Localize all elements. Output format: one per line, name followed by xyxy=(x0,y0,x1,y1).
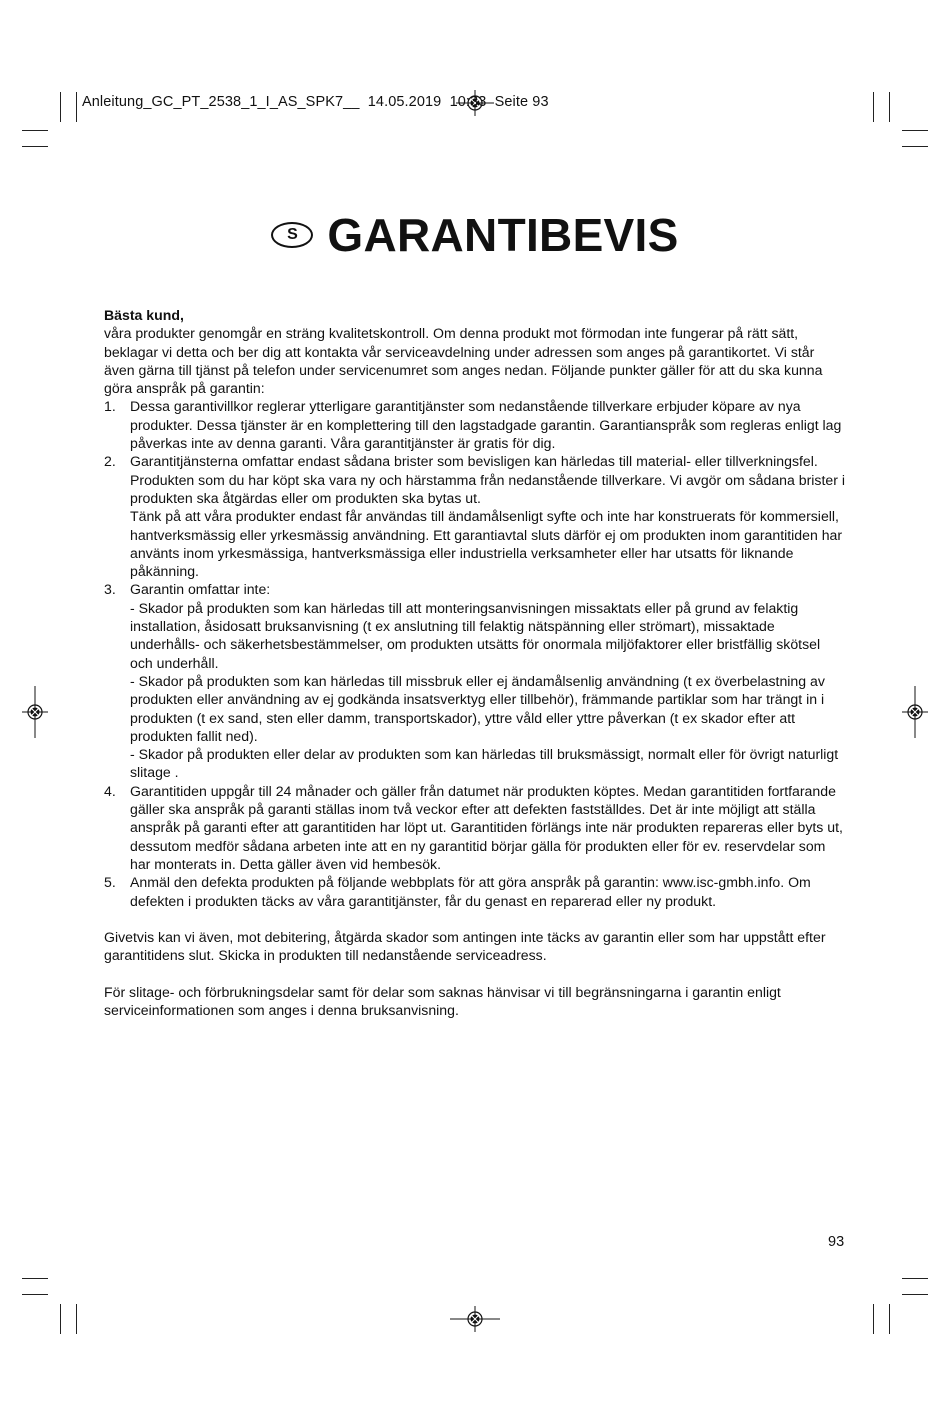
list-item-number: 4. xyxy=(104,782,116,799)
page-title: GARANTIBEVIS xyxy=(327,209,679,261)
closing-paragraph: Givetvis kan vi även, mot debitering, åtgärda skador som antingen inte täcks av garantin eller som har uppstått efter garantitidens slut. Skicka in produkten till nedanstående serviceadress. xyxy=(104,929,826,964)
list-item-number: 2. xyxy=(104,453,116,470)
list-item-paragraph: Dessa garantivillkor reglerar ytterligare garantitjänster som nedanstående tillverkare erbjuder köpare av nya produkter. Dessa tjänster är en komplettering till den lagstadgade garantin. Garantianspråk som regleras enligt lag påverkas inte av denna garanti. Våra garantitjänster är gratis för dig. xyxy=(130,398,842,452)
warranty-text xyxy=(104,306,846,1020)
intro-paragraph: våra produkter genomgår en sträng kvalitetskontroll. Om denna produkt mot förmodan inte fungerar på rätt sätt, beklagar vi detta och ber dig att kontakta vår serviceavdelning under adressen som anges på garantikortet. Vi står även gärna till tjänst på telefon under servicenumret som anges nedan. Följande punkter gäller för att du ska kunna göra anspråk på garantin: xyxy=(104,325,823,397)
list-item xyxy=(104,397,846,452)
closing-paragraph: För slitage- och förbrukningsdelar samt för delar som saknas hänvisar vi till begränsningarna i garantin enligt serviceinformationen som anges i denna bruksanvisning. xyxy=(104,983,781,1019)
list-item-paragraph: Garantitjänsterna omfattar endast sådana brister som bevisligen kan härledas till material- eller tillverkningsfel. Produkten som du har köpt ska vara ny och härstamma från nedanstående tillverkare. Vi avgör om sådana brister i produkten ska åtgärdas eller om produkten ska bytas ut. xyxy=(130,453,845,506)
list-item-paragraph: Tänk på att våra produkter endast får användas till ändamålsenligt syfte och inte har konstruerats för kommersiell, hantverksmässig eller yrkesmässig användning. Ett garantiavtal sluts därför ej om produkten inom garantitiden har använts inom yrkesmässiga, hantverksmässiga eller industriella verksamheter eller har utsatts för liknande påkänning. xyxy=(130,508,843,580)
list-item-number: 1. xyxy=(104,398,116,415)
print-slug: Anleitung_GC_PT_2538_1_I_AS_SPK7__ 14.05.2019 10:33 Seite 93 xyxy=(82,94,549,110)
registration-mark-icon xyxy=(20,686,50,738)
list-item xyxy=(104,580,846,781)
list-item-number: 3. xyxy=(104,581,116,598)
registration-mark-icon xyxy=(900,686,930,738)
list-item-number: 5. xyxy=(104,874,116,891)
list-item-paragraph: Garantitiden uppgår till 24 månader och gäller från datumet när produkten köptes. Medan garantitiden fortfarande gäller ska anspråk på garanti ställas inom två veckor efter att defekten fastställdes. Det är inte möjligt att ställa anspråk på garanti efter att garantitiden har löpt ut. Garantitiden förlängs inte när produkten repareras eller byts ut, dessutom medför sådana arbeten inte att en ny garantitid börjar gälla för produkten eller för ev. reservdelar som har monterats in. Detta gäller även vid hembesök. xyxy=(130,782,843,872)
list-item-paragraph: Anmäl den defekta produkten på följande webbplats för att göra anspråk på garantin: www.isc-gmbh.info. Om defekten i produkten täcks av våra garantitjänster, får du genast en reparerad eller ny produkt. xyxy=(130,874,811,909)
page-number: 93 xyxy=(828,1234,845,1250)
greeting: Bästa kund, xyxy=(104,307,184,323)
list-item-paragraph: - Skador på produkten som kan härledas till missbruk eller ej ändamålsenlig användning (t ex överbelastning av produkten eller användning av ej godkända insatsverktyg eller tillbehör), främmande partiklar som har trängt in i produkten (t ex sand, sten eller damm, transportskador), yttre våld eller yttre påverkan (t ex skador efter att produkten fallit ned). xyxy=(130,672,825,744)
list-item xyxy=(104,452,846,580)
warranty-terms-list xyxy=(104,397,846,909)
registration-mark-icon xyxy=(450,1306,500,1332)
list-item-paragraph: - Skador på produkten som kan härledas till att monteringsanvisningen missaktats eller på grund av felaktig installation, åsidosatt bruksanvisning (t ex anslutning till felaktig nätspänning eller strömart), missaktade underhålls- och säkerhetsbestämmelser, om produkten utsätts för onormala miljöfaktorer eller bristfällig skötsel och underhåll. xyxy=(130,599,821,671)
title-row xyxy=(0,208,950,262)
language-badge: S xyxy=(271,222,313,248)
list-item xyxy=(104,873,846,910)
list-item-paragraph: Garantin omfattar inte: xyxy=(130,581,271,598)
list-item-paragraph: - Skador på produkten eller delar av produkten som kan härledas till bruksmässigt, normalt eller för övrigt naturligt slitage . xyxy=(130,746,839,781)
list-item xyxy=(104,782,846,873)
